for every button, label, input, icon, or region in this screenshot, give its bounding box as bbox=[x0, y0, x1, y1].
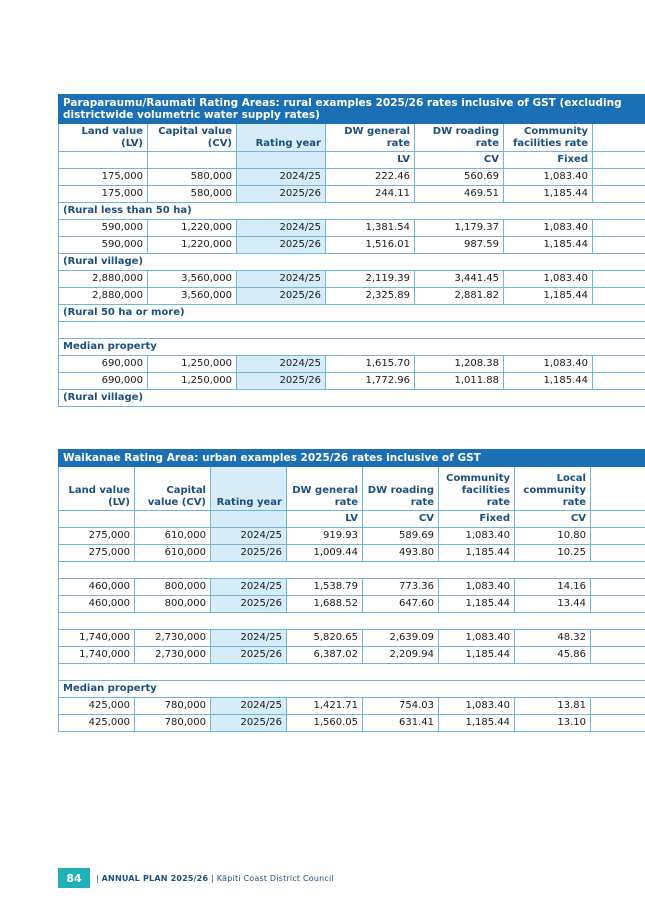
table-cell: 754.03 bbox=[363, 698, 439, 715]
table-cell: 2024/25 bbox=[211, 698, 287, 715]
organisation-name: Kāpiti Coast District Council bbox=[216, 873, 334, 883]
table-cell bbox=[591, 545, 645, 562]
table-cell: 425,000 bbox=[59, 715, 135, 732]
table-row bbox=[59, 630, 645, 647]
table-cell bbox=[593, 288, 645, 305]
table-cell: 780,000 bbox=[135, 698, 211, 715]
table-row bbox=[59, 271, 645, 288]
table-cell: 3,441.45 bbox=[415, 271, 504, 288]
table-cell: 1,208.38 bbox=[415, 356, 504, 373]
table-caption: Paraparaumu/Raumati Rating Areas: rural examples 2025/26 rates inclusive of GST (excluding districtwide volumetric water supply rates) bbox=[59, 95, 645, 124]
table-cell: 2024/25 bbox=[211, 630, 287, 647]
table-row bbox=[59, 647, 645, 664]
table-cell bbox=[591, 647, 645, 664]
table-row bbox=[59, 186, 645, 203]
table-cell bbox=[591, 715, 645, 732]
table-cell: 2025/26 bbox=[211, 715, 287, 732]
column-header: Community facilities rate bbox=[439, 467, 515, 511]
table-cell: 1,083.40 bbox=[504, 220, 593, 237]
table-cell: 13.44 bbox=[515, 596, 591, 613]
table-cell: 45.86 bbox=[515, 647, 591, 664]
column-header: DW roading rate bbox=[363, 467, 439, 511]
urban-rates-table bbox=[58, 449, 645, 732]
table-cell: 590,000 bbox=[59, 220, 148, 237]
median-note: (Rural village) bbox=[59, 390, 645, 407]
table-caption: Waikanae Rating Area: urban examples 2025/26 rates inclusive of GST bbox=[59, 450, 645, 467]
table-cell: 560.69 bbox=[415, 169, 504, 186]
table-cell: 580,000 bbox=[148, 186, 237, 203]
table-header-row bbox=[59, 467, 645, 511]
footer-separator: | bbox=[96, 873, 99, 883]
table-cell: 590,000 bbox=[59, 237, 148, 254]
unit-cell bbox=[59, 511, 135, 528]
table-row bbox=[59, 528, 645, 545]
table-cell bbox=[593, 186, 645, 203]
table-row bbox=[59, 715, 645, 732]
table-cell: 580,000 bbox=[148, 169, 237, 186]
table-cell: 222.46 bbox=[326, 169, 415, 186]
table-cell: 2025/26 bbox=[237, 373, 326, 390]
table-cell: 1,083.40 bbox=[504, 271, 593, 288]
table-cell: 2025/26 bbox=[237, 186, 326, 203]
median-note-row bbox=[59, 390, 645, 407]
group-label-row bbox=[59, 664, 645, 681]
table-cell: 2024/25 bbox=[237, 169, 326, 186]
column-header: Capital value (CV) bbox=[135, 467, 211, 511]
table-row bbox=[59, 596, 645, 613]
table-cell bbox=[591, 596, 645, 613]
table-cell: 589.69 bbox=[363, 528, 439, 545]
unit-cell: CV bbox=[415, 152, 504, 169]
group-label-row bbox=[59, 562, 645, 579]
table-cell: 1,421.71 bbox=[287, 698, 363, 715]
table-cell: 780,000 bbox=[135, 715, 211, 732]
table-cell: 3,560,000 bbox=[148, 271, 237, 288]
table-cell bbox=[591, 698, 645, 715]
table-cell: 175,000 bbox=[59, 186, 148, 203]
table-cell: 1,083.40 bbox=[439, 579, 515, 596]
table-cell: 3,560,000 bbox=[148, 288, 237, 305]
table-row bbox=[59, 698, 645, 715]
group-label bbox=[59, 613, 645, 630]
table-cell bbox=[593, 220, 645, 237]
table-cell: 2024/25 bbox=[211, 528, 287, 545]
unit-cell: LV bbox=[326, 152, 415, 169]
group-label: (Rural less than 50 ha) bbox=[59, 203, 645, 220]
table-cell: 1,688.52 bbox=[287, 596, 363, 613]
table-row bbox=[59, 579, 645, 596]
table-caption-row bbox=[59, 450, 645, 467]
spacer-row bbox=[59, 322, 645, 339]
table-cell: 1,083.40 bbox=[439, 698, 515, 715]
table-cell: 244.11 bbox=[326, 186, 415, 203]
group-label bbox=[59, 664, 645, 681]
table-cell: 1,185.44 bbox=[439, 545, 515, 562]
table-cell: 610,000 bbox=[135, 528, 211, 545]
table-cell: 493.80 bbox=[363, 545, 439, 562]
page-number: 84 bbox=[58, 868, 90, 888]
table-cell: 800,000 bbox=[135, 579, 211, 596]
table-cell: 1,185.44 bbox=[504, 186, 593, 203]
table-cell: 919.93 bbox=[287, 528, 363, 545]
unit-cell bbox=[148, 152, 237, 169]
table-row bbox=[59, 373, 645, 390]
table-cell: 773.36 bbox=[363, 579, 439, 596]
table-cell bbox=[593, 356, 645, 373]
footer-text bbox=[96, 874, 334, 883]
table-cell: 2,325.89 bbox=[326, 288, 415, 305]
table-cell: 1,083.40 bbox=[504, 356, 593, 373]
table-caption-row bbox=[59, 95, 645, 124]
units-row bbox=[59, 152, 645, 169]
table-cell: 460,000 bbox=[59, 579, 135, 596]
footer-separator: | bbox=[211, 873, 214, 883]
column-header: Land value (LV) bbox=[59, 124, 148, 152]
publication-title: ANNUAL PLAN 2025/26 bbox=[101, 873, 209, 883]
table-cell: 1,083.40 bbox=[439, 630, 515, 647]
table-row bbox=[59, 288, 645, 305]
table-cell: 1,560.05 bbox=[287, 715, 363, 732]
column-header: Land value (LV) bbox=[59, 467, 135, 511]
unit-cell: CV bbox=[515, 511, 591, 528]
table-cell: 6,387.02 bbox=[287, 647, 363, 664]
table-cell: 1,740,000 bbox=[59, 647, 135, 664]
table-cell: 1,009.44 bbox=[287, 545, 363, 562]
table-row bbox=[59, 220, 645, 237]
table-cell bbox=[593, 271, 645, 288]
table-cell: 175,000 bbox=[59, 169, 148, 186]
unit-cell bbox=[591, 511, 645, 528]
group-label bbox=[59, 562, 645, 579]
table-cell: 1,185.44 bbox=[504, 373, 593, 390]
median-label-row bbox=[59, 681, 645, 698]
column-header: Community facilities rate bbox=[504, 124, 593, 152]
table-cell: 610,000 bbox=[135, 545, 211, 562]
table-cell: 1,516.01 bbox=[326, 237, 415, 254]
table-cell: 647.60 bbox=[363, 596, 439, 613]
group-label-row bbox=[59, 203, 645, 220]
table-cell: 2,880,000 bbox=[59, 288, 148, 305]
table-cell: 2,880,000 bbox=[59, 271, 148, 288]
table-cell: 2,730,000 bbox=[135, 630, 211, 647]
table-cell: 2025/26 bbox=[237, 237, 326, 254]
table-row bbox=[59, 356, 645, 373]
page-footer bbox=[58, 868, 334, 888]
table-cell: 1,220,000 bbox=[148, 220, 237, 237]
table-cell: 2025/26 bbox=[211, 545, 287, 562]
column-header: Rating year bbox=[237, 124, 326, 152]
table-cell: 2024/25 bbox=[237, 271, 326, 288]
column-header: DW general rate bbox=[287, 467, 363, 511]
table-cell: 1,083.40 bbox=[439, 528, 515, 545]
table-cell: 690,000 bbox=[59, 373, 148, 390]
table-cell bbox=[593, 237, 645, 254]
median-label: Median property bbox=[59, 681, 645, 698]
table-cell: 1,615.70 bbox=[326, 356, 415, 373]
table-cell: 1,220,000 bbox=[148, 237, 237, 254]
table-cell: 1,185.44 bbox=[504, 237, 593, 254]
table-cell: 1,083.40 bbox=[504, 169, 593, 186]
table-cell: 1,250,000 bbox=[148, 373, 237, 390]
column-header: DW general rate bbox=[326, 124, 415, 152]
table-cell: 987.59 bbox=[415, 237, 504, 254]
unit-cell: Fixed bbox=[504, 152, 593, 169]
units-row bbox=[59, 511, 645, 528]
table-cell: 469.51 bbox=[415, 186, 504, 203]
table-cell: 1,185.44 bbox=[504, 288, 593, 305]
group-label: (Rural 50 ha or more) bbox=[59, 305, 645, 322]
table-cell: 1,381.54 bbox=[326, 220, 415, 237]
table-cell: 2024/25 bbox=[211, 579, 287, 596]
table-cell: 13.10 bbox=[515, 715, 591, 732]
table-cell: 13.81 bbox=[515, 698, 591, 715]
table-cell: 2,881.82 bbox=[415, 288, 504, 305]
unit-cell: CV bbox=[363, 511, 439, 528]
table-cell: 2,209.94 bbox=[363, 647, 439, 664]
table-cell: 800,000 bbox=[135, 596, 211, 613]
table-cell: 1,538.79 bbox=[287, 579, 363, 596]
unit-cell bbox=[211, 511, 287, 528]
median-label-row bbox=[59, 339, 645, 356]
group-label-row bbox=[59, 305, 645, 322]
table-cell: 1,011.88 bbox=[415, 373, 504, 390]
table-cell: 2025/26 bbox=[211, 596, 287, 613]
column-header bbox=[591, 467, 645, 511]
table-header-row bbox=[59, 124, 645, 152]
rural-rates-table bbox=[58, 94, 645, 407]
table-cell: 2,119.39 bbox=[326, 271, 415, 288]
table-cell: 1,185.44 bbox=[439, 596, 515, 613]
table-cell: 1,772.96 bbox=[326, 373, 415, 390]
table-cell: 2024/25 bbox=[237, 220, 326, 237]
table-row bbox=[59, 169, 645, 186]
unit-cell: Fixed bbox=[439, 511, 515, 528]
table-cell: 14.16 bbox=[515, 579, 591, 596]
unit-cell bbox=[59, 152, 148, 169]
unit-cell: LV bbox=[287, 511, 363, 528]
table-cell: 1,185.44 bbox=[439, 715, 515, 732]
table-cell: 275,000 bbox=[59, 545, 135, 562]
table-cell: 631.41 bbox=[363, 715, 439, 732]
table-cell: 1,250,000 bbox=[148, 356, 237, 373]
table-cell: 2025/26 bbox=[237, 288, 326, 305]
table-cell: 690,000 bbox=[59, 356, 148, 373]
unit-cell bbox=[135, 511, 211, 528]
table-cell: 48.32 bbox=[515, 630, 591, 647]
table-cell: 425,000 bbox=[59, 698, 135, 715]
table-cell: 1,740,000 bbox=[59, 630, 135, 647]
median-label: Median property bbox=[59, 339, 645, 356]
table-cell: 2,730,000 bbox=[135, 647, 211, 664]
table-cell bbox=[593, 373, 645, 390]
table-cell bbox=[591, 528, 645, 545]
column-header: Local community rate bbox=[515, 467, 591, 511]
table-cell: 2,639.09 bbox=[363, 630, 439, 647]
table-cell bbox=[593, 169, 645, 186]
spacer-cell bbox=[59, 322, 645, 339]
column-header: Capital value (CV) bbox=[148, 124, 237, 152]
column-header bbox=[593, 124, 645, 152]
table-cell: 1,179.37 bbox=[415, 220, 504, 237]
group-label-row bbox=[59, 613, 645, 630]
table-cell: 10.80 bbox=[515, 528, 591, 545]
table-cell: 275,000 bbox=[59, 528, 135, 545]
table-cell bbox=[591, 579, 645, 596]
group-label: (Rural village) bbox=[59, 254, 645, 271]
table-cell: 10.25 bbox=[515, 545, 591, 562]
table-row bbox=[59, 237, 645, 254]
table-cell: 2024/25 bbox=[237, 356, 326, 373]
column-header: Rating year bbox=[211, 467, 287, 511]
unit-cell bbox=[237, 152, 326, 169]
table-cell: 2025/26 bbox=[211, 647, 287, 664]
table-row bbox=[59, 545, 645, 562]
table-cell: 460,000 bbox=[59, 596, 135, 613]
table-cell bbox=[591, 630, 645, 647]
table-cell: 5,820.65 bbox=[287, 630, 363, 647]
column-header: DW roading rate bbox=[415, 124, 504, 152]
table-cell: 1,185.44 bbox=[439, 647, 515, 664]
unit-cell bbox=[593, 152, 645, 169]
group-label-row bbox=[59, 254, 645, 271]
